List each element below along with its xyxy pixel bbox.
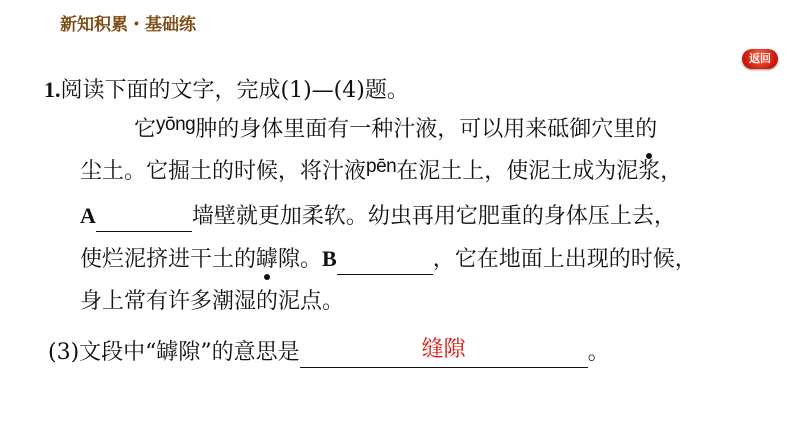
sub-question-3 xyxy=(48,338,610,368)
passage-text: 尘土。它掘土的时候，将汁液 xyxy=(80,159,367,184)
question-prompt xyxy=(44,75,409,106)
passage-text: 它 xyxy=(134,117,157,142)
passage-text: ，它在地面上出现的时候， xyxy=(432,247,697,272)
passage-text: 肿的身体里面有一种汁液，可以用来砥御穴里的 xyxy=(195,117,658,142)
passage-line-2 xyxy=(80,157,682,188)
section-title: 新知积累・基础练 xyxy=(60,15,196,35)
blank-a[interactable] xyxy=(96,207,192,232)
passage-text: 使烂泥挤进干土的 xyxy=(80,247,257,272)
passage-text: 墙壁就更加柔软。幼虫再用它肥重的身体压上去， xyxy=(191,204,676,229)
dotted-character: 罅 xyxy=(256,247,278,272)
passage-text: 隙。 xyxy=(278,247,323,272)
emphasis-dot xyxy=(264,274,270,280)
passage-line-4 xyxy=(80,244,697,275)
passage-line-5 xyxy=(80,287,344,317)
blank-label: B xyxy=(322,246,337,271)
passage-text: 身上常有许多潮湿的泥点。 xyxy=(80,289,345,314)
answer-blank[interactable] xyxy=(300,337,588,368)
blank-b[interactable] xyxy=(337,250,433,275)
question-number: 1. xyxy=(44,77,61,102)
answer-text: 缝隙 xyxy=(421,337,466,362)
sub-question-label: (3)文段中“罅隙”的意思是 xyxy=(48,340,300,365)
blank-label: A xyxy=(80,203,96,228)
passage-text: ， xyxy=(660,159,683,184)
back-button[interactable]: 返回 xyxy=(742,49,778,69)
question-text: 阅读下面的文字，完成(1)—(4)题。 xyxy=(60,78,409,103)
sub-question-end: 。 xyxy=(587,340,610,365)
pinyin-annotation: yōng xyxy=(156,114,196,135)
passage-line-3 xyxy=(80,201,676,232)
pinyin-annotation: pēn xyxy=(366,156,397,177)
passage-text: 在泥土上，使泥土成为泥 xyxy=(396,159,639,184)
passage-line-1 xyxy=(134,115,657,146)
dotted-character: 浆 xyxy=(638,159,660,184)
